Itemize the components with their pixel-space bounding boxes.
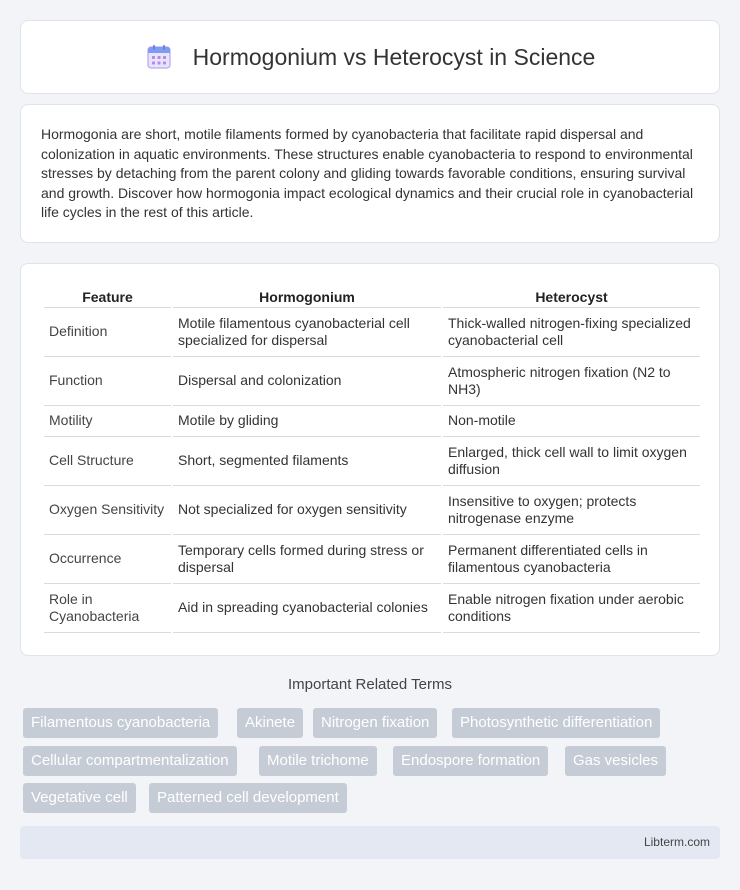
footer-site-link[interactable]: Libterm.com: [643, 835, 710, 849]
feature-cell: Role in Cyanobacteria: [44, 584, 171, 633]
table-row: [44, 357, 700, 406]
hormogonium-cell: Short, segmented filaments: [173, 437, 441, 486]
intro-card: [20, 104, 720, 243]
intro-paragraph: Hormogonia are short, motile filaments formed by cyanobacteria that facilitate rapid dispersal and colonization in aquatic environments. These structures enable cyanobacteria to respond to environmental stresses by detaching from the parent colony and gliding towards favorable conditions, ensuring survival and growth. Discover how hormogonia impact ecological dynamics and their crucial role in cyanobacterial life cycles in the rest of this article.: [41, 126, 694, 221]
related-term-tag[interactable]: Vegetative cell: [23, 783, 136, 813]
related-term-tag[interactable]: Motile trichome: [259, 746, 377, 776]
column-header-feature: Feature: [44, 284, 171, 308]
heterocyst-cell: Thick-walled nitrogen-fixing specialized cyanobacterial cell: [443, 308, 700, 357]
related-term-tag[interactable]: Photosynthetic differentiation: [452, 708, 660, 738]
related-terms-heading: Important Related Terms: [288, 676, 452, 693]
feature-cell: Occurrence: [44, 535, 171, 584]
hormogonium-cell: Temporary cells formed during stress or dispersal: [173, 535, 441, 584]
hormogonium-cell: Not specialized for oxygen sensitivity: [173, 486, 441, 535]
hormogonium-cell: Dispersal and colonization: [173, 357, 441, 406]
table-row: [44, 535, 700, 584]
table-row: [44, 584, 700, 633]
header-card: [20, 20, 720, 94]
feature-cell: Oxygen Sensitivity: [44, 486, 171, 535]
hormogonium-cell: Motile by gliding: [173, 406, 441, 437]
comparison-table-card: [20, 263, 720, 656]
heterocyst-cell: Permanent differentiated cells in filamentous cyanobacteria: [443, 535, 700, 584]
table-row: [44, 308, 700, 357]
title-wrap: [145, 43, 596, 71]
column-header-hormogonium: Hormogonium: [173, 284, 441, 308]
heterocyst-cell: Insensitive to oxygen; protects nitrogenase enzyme: [443, 486, 700, 535]
heterocyst-cell: Non-motile: [443, 406, 700, 437]
feature-cell: Cell Structure: [44, 437, 171, 486]
related-term-tag[interactable]: Filamentous cyanobacteria: [23, 708, 218, 738]
heterocyst-cell: Atmospheric nitrogen fixation (N2 to NH3): [443, 357, 700, 406]
feature-cell: Motility: [44, 406, 171, 437]
related-term-tag[interactable]: Akinete: [237, 708, 303, 738]
hormogonium-cell: Aid in spreading cyanobacterial colonies: [173, 584, 441, 633]
related-term-tag[interactable]: Patterned cell development: [149, 783, 347, 813]
feature-cell: Function: [44, 357, 171, 406]
feature-cell: Definition: [44, 308, 171, 357]
page-title: Hormogonium vs Heterocyst in Science: [192, 43, 596, 70]
table-row: [44, 437, 700, 486]
heterocyst-cell: Enable nitrogen fixation under aerobic conditions: [443, 584, 700, 633]
footer: [20, 826, 720, 859]
table-header-row: [44, 284, 700, 308]
table-row: [44, 406, 700, 437]
column-header-heterocyst: Heterocyst: [443, 284, 700, 308]
comparison-table: [42, 284, 702, 633]
related-term-tag[interactable]: Nitrogen fixation: [313, 708, 437, 738]
related-term-tag[interactable]: Endospore formation: [393, 746, 548, 776]
heterocyst-cell: Enlarged, thick cell wall to limit oxygen diffusion: [443, 437, 700, 486]
related-term-tag[interactable]: Cellular compartmentalization: [23, 746, 237, 776]
calendar-icon: [145, 43, 173, 71]
table-row: [44, 486, 700, 535]
related-term-tag[interactable]: Gas vesicles: [565, 746, 666, 776]
hormogonium-cell: Motile filamentous cyanobacterial cell specialized for dispersal: [173, 308, 441, 357]
